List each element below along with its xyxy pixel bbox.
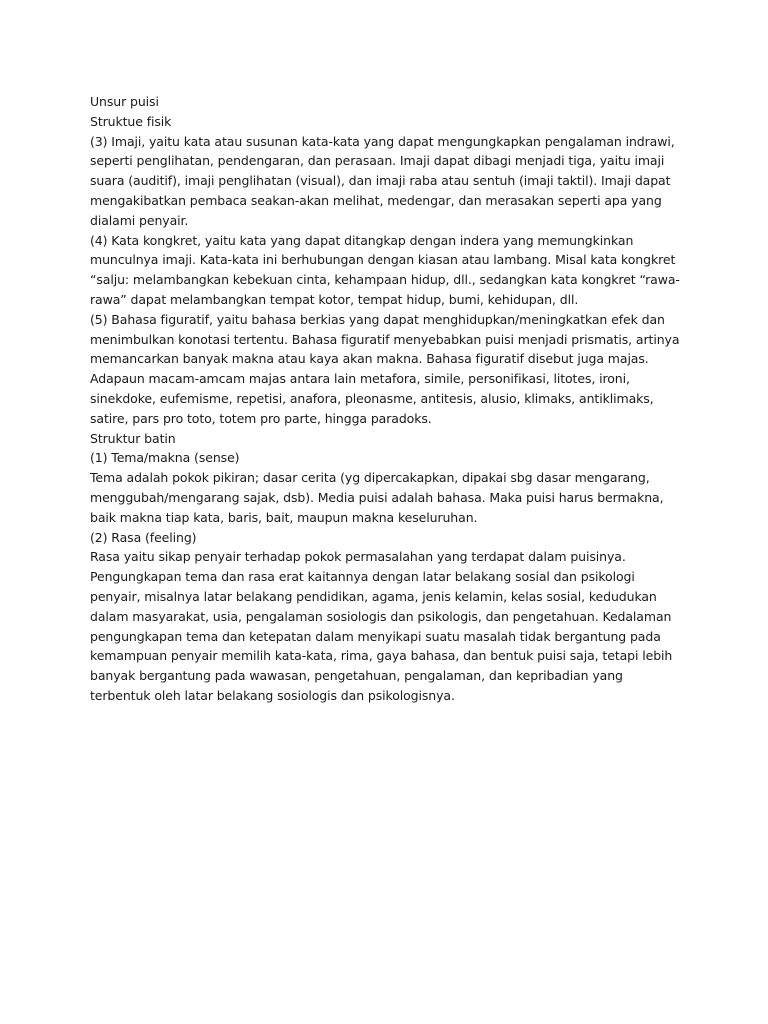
- heading-struktur-fisik: Struktue fisik: [90, 113, 172, 129]
- heading-rasa: (2) Rasa (feeling): [90, 529, 197, 545]
- heading-struktur-batin: Struktur batin: [90, 430, 176, 446]
- paragraph-bahasa-figuratif: (5) Bahasa figuratif, yaitu bahasa berkias yang dapat menghidupkan/meningkatkan efek dan menimbulkan konotasi tertentu. Bahasa figuratif menyebabkan puisi menjadi prismatis, artinya memancarkan banyak makna atau kaya akan makna. Bahasa figuratif disebut juga majas. Adapaun macam-amcam majas antara lain metafora, simile, personifikasi, litotes, ironi, sinekdoke, eufemisme, repetisi, anafora, pleonasme, antitesis, alusio, klimaks, antiklimaks, satire, pars pro toto, totem pro parte, hingga paradoks.: [90, 311, 680, 426]
- heading-unsur-puisi: Unsur puisi: [90, 94, 159, 109]
- document-body: [90, 92, 680, 706]
- paragraph-tema: Tema adalah pokok pikiran; dasar cerita (yg dipercakapkan, dipakai sbg dasar mengarang, menggubah/mengarang sajak, dsb). Media puisi adalah bahasa. Maka puisi harus bermakna, baik makna tiap kata, baris, bait, maupun makna keseluruhan.: [90, 470, 664, 525]
- paragraph-kata-kongkret: (4) Kata kongkret, yaitu kata yang dapat ditangkap dengan indera yang memungkinkan munculnya imaji. Kata-kata ini berhubungan dengan kiasan atau lambang. Misal kata kongkret “salju: melambangkan kebekuan cinta, kehampaan hidup, dll., sedangkan kata kongkret “rawa-rawa” dapat melambangkan tempat kotor, tempat hidup, bumi, kehidupan, dll.: [90, 232, 680, 307]
- paragraph-imaji: (3) Imaji, yaitu kata atau susunan kata-kata yang dapat mengungkapkan pengalaman indrawi, seperti penglihatan, pendengaran, dan perasaan. Imaji dapat dibagi menjadi tiga, yaitu imaji suara (auditif), imaji penglihatan (visual), dan imaji raba atau sentuh (imaji taktil). Imaji dapat mengakibatkan pembaca seakan-akan melihat, medengar, dan merasakan seperti apa yang dialami penyair.: [90, 133, 675, 228]
- paragraph-rasa: Rasa yaitu sikap penyair terhadap pokok permasalahan yang terdapat dalam puisinya. Pengungkapan tema dan rasa erat kaitannya dengan latar belakang sosial dan psikologi penyair, misalnya latar belakang pendidikan, agama, jenis kelamin, kelas sosial, kedudukan dalam masyarakat, usia, pengalaman sosiologis dan psikologis, dan pengetahuan. Kedalaman pengungkapan tema dan ketepatan dalam menyikapi suatu masalah tidak bergantung pada kemampuan penyair memilih kata-kata, rima, gaya bahasa, dan bentuk puisi saja, tetapi lebih banyak bergantung pada wawasan, pengetahuan, pengalaman, dan kepribadian yang terbentuk oleh latar belakang sosiologis dan psikologisnya.: [90, 549, 673, 703]
- heading-tema-makna: (1) Tema/makna (sense): [90, 450, 240, 466]
